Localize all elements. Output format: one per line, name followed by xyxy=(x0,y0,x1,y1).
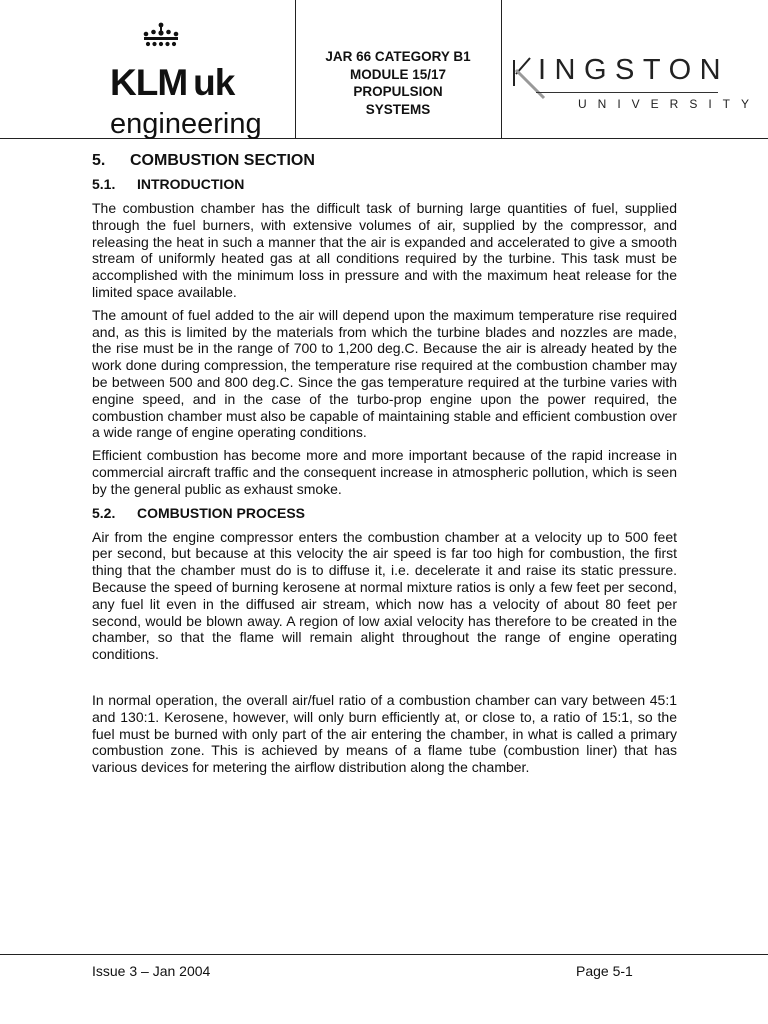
subsection-number: 5.2. xyxy=(92,504,116,521)
kingston-divider xyxy=(536,92,718,93)
footer-issue: Issue 3 – Jan 2004 xyxy=(92,963,211,979)
paragraph: In normal operation, the overall air/fuel ratio of a combustion chamber can vary between 45:1 and 130:1. Kerosene, however, will only burn efficiently at, or close to, a ratio of 15:1, so the fuel must be burned with only part of the air entering the chamber, in what is called a primary combustion zone. This is achieved by means of a flame tube (combustion liner) that has various devices for metering the airflow distribution along the chamber. xyxy=(92,691,677,776)
section-title: COMBUSTION SECTION xyxy=(130,152,315,169)
klm-uk-engineering-logo xyxy=(90,22,290,140)
footer-page-number: Page 5-1 xyxy=(576,963,633,979)
module-title-line: MODULE 15/17 xyxy=(349,66,447,82)
klm-logo-text xyxy=(110,64,234,101)
header-divider-right xyxy=(501,0,502,138)
module-title xyxy=(300,48,496,118)
kingston-university-text: UNIVERSITY xyxy=(578,97,761,111)
klm-crown-icon xyxy=(138,22,184,48)
paragraph: Air from the engine compressor enters the combustion chamber at a velocity up to 500 feet per second, but because at this velocity the air speed is far too high for combustion, the first thing that the chamber must do is to diffuse it, i.e. decelerate it and raise its static pressure. Because the speed of burning kerosene at normal mixture ratios is only a few feet per second, any fuel lit even in the diffused air stream, which now has a velocity of about 80 feet per second, would be blown away. A region of low axial velocity has therefore to be created in the chamber, so that the flame will remain alight throughout the range of engine operating conditions. xyxy=(92,528,677,663)
klm-logo-uk: uk xyxy=(193,62,235,103)
section-number: 5. xyxy=(92,152,106,169)
footer-divider xyxy=(0,954,768,955)
section-heading xyxy=(92,150,677,172)
kingston-university-logo xyxy=(508,50,761,120)
subsection-number: 5.1. xyxy=(92,176,116,192)
klm-logo-main: KLM xyxy=(110,62,188,103)
paragraph: The amount of fuel added to the air will depend upon the maximum temperature rise required and, as this is limited by the materials from which the turbine blades and nozzles are made, the rise must be in the range of 700 to 1,200 deg.C. Because the air is already heated by the work done during compression, the temperature rise required at the combustion chamber may be between 500 and 800 deg.C. Since the gas temperature required at the turbine varies with engine speed, and in the case of the turbo-prop engine upon the power required, the combustion chamber must also be capable of maintaining stable and efficient combustion over a wide range of engine operating conditions. xyxy=(92,306,677,441)
subsection-title: COMBUSTION PROCESS xyxy=(137,504,306,521)
module-title-line: PROPULSION xyxy=(353,84,443,99)
klm-logo-subtitle: engineering xyxy=(110,108,262,140)
module-title-line: SYSTEMS xyxy=(365,101,431,117)
subsection-heading-combustion-process xyxy=(92,503,677,523)
header-divider-left xyxy=(295,0,296,138)
paragraph: Efficient combustion has become more and more important because of the rapid increase in commercial aircraft traffic and the consequent increase in atmospheric pollution, which is seen by the general public as exhaust smoke. xyxy=(92,447,677,497)
subsection-heading-introduction xyxy=(92,174,677,194)
document-body xyxy=(92,150,677,776)
paragraph: The combustion chamber has the difficult task of burning large quantities of fuel, supplied through the fuel burners, with extensive volumes of air, supplied by the compressor, and releasing the heat in such a manner that the air is expanded and accelerated to give a smooth stream of uniformly heated gas at all conditions required by the turbine. This task must be accomplished with the minimum loss in pressure and with the maximum heat release for the limited space available. xyxy=(92,200,677,300)
module-title-line: JAR 66 CATEGORY B1 xyxy=(325,49,471,64)
page-header xyxy=(0,0,768,139)
kingston-wordmark: INGSTON xyxy=(538,54,730,86)
subsection-title: INTRODUCTION xyxy=(137,176,245,192)
